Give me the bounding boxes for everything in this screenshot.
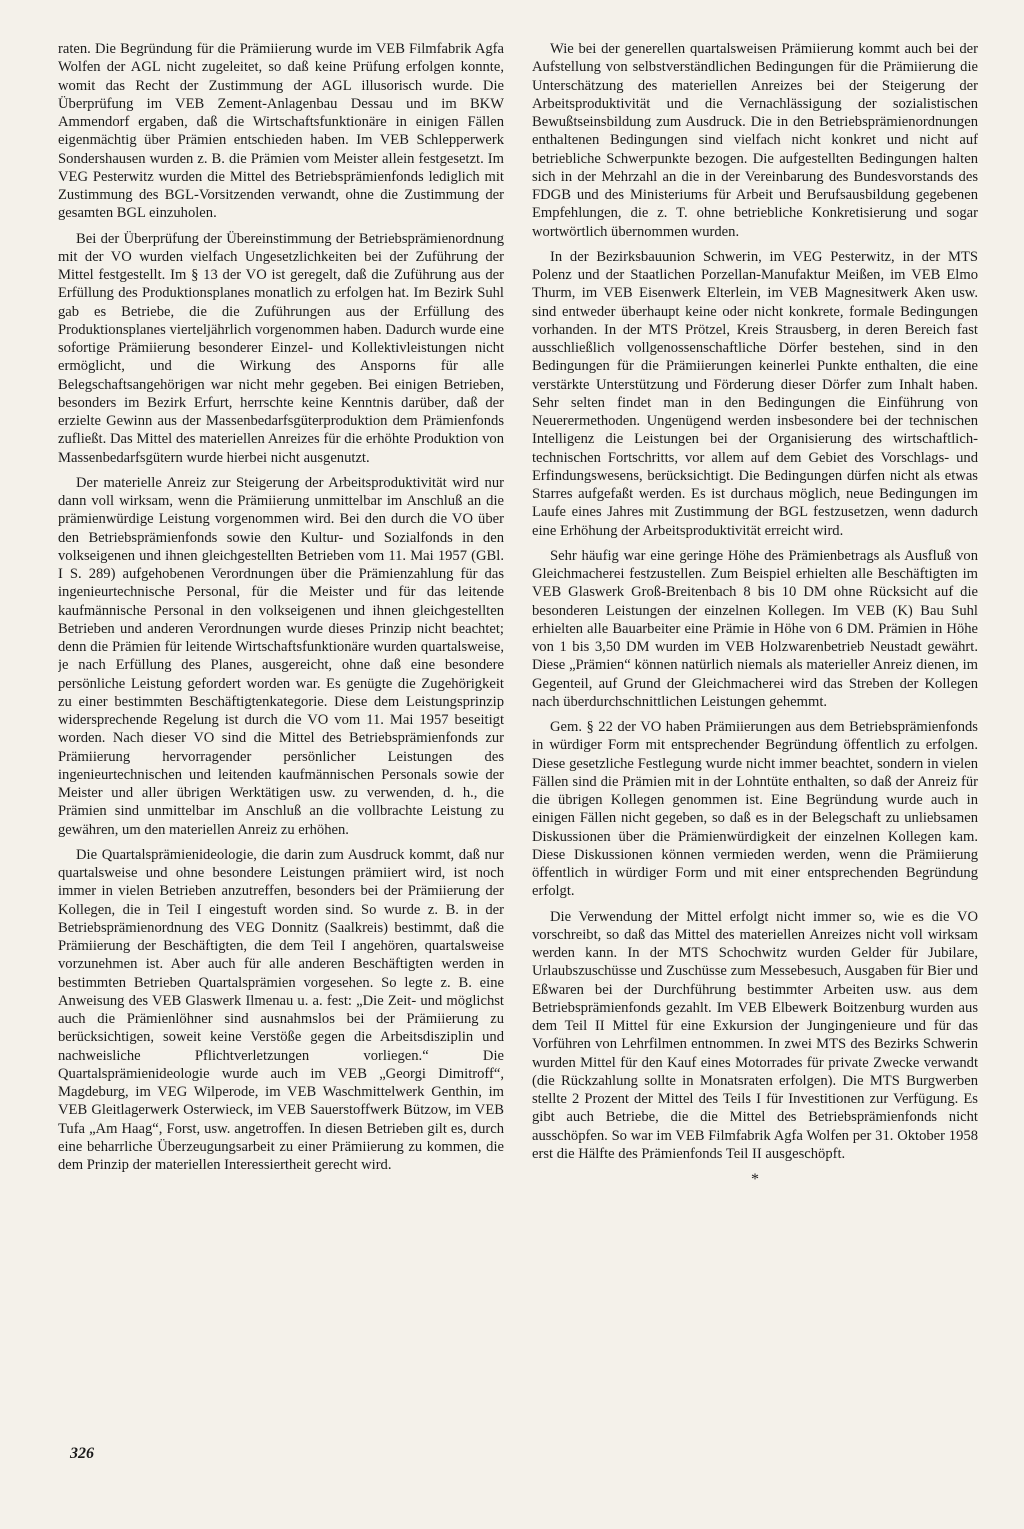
paragraph: Gem. § 22 der VO haben Prämiierungen aus dem Betriebsprämienfonds in würdiger Form mit entsprechender Begründung öffentlich zu erfolgen. Diese gesetzliche Festlegung wurde nicht immer beachtet, sondern in vielen Fällen sind die Prämien mit in der Lohntüte enthalten, so daß der Anreiz für die übrigen Kollegen genommen ist. Eine Begründung wurde auch in einigen Fällen nicht gegeben, so daß es in der Belegschaft zu unliebsamen Diskussionen über die Prämienwürdigkeit der einzelnen Kollegen kam. Diese Diskussionen können vermieden werden, wenn die Prämiierung öffentlich in würdiger Form und mit einer entsprechenden Begründung erfolgt. bbox=[532, 719, 978, 900]
paragraph: Der materielle Anreiz zur Steigerung der Arbeitsproduktivität wird nur dann voll wirksam, wenn die Prämiierung unmittelbar im Anschluß an die prämienwürdige Leistung vorgenommen wird. Bei den durch die VO über den Betriebsprämienfonds sowie den Kultur- und Sozialfonds in den volkseigenen und ihnen gleichgestellten Betrieben vom 11. Mai 1957 (GBl. I S. 289) aufgehobenen Verordnungen über die Prämienzahlung für das ingenieurtechnische Personal, für die Meister und für das leitende kaufmännische Personal in den volkseigenen und ihnen gleichgestellten Betrieben und anderen Verordnungen wurde dieses Prinzip nicht beachtet; denn die Prämien für leitende Wirtschaftsfunktionäre wurden quartalsweise, je nach Erfüllung des Planes, ausgereicht, ohne daß eine besondere persönliche Leistung gefordert worden war. Es genügte die Zugehörigkeit zu einer bestimmten Beschäftigtenkategorie. Diese dem Leistungsprinzip widersprechende Regelung ist durch die VO vom 11. Mai 1957 beseitigt worden. Nach dieser VO sind die Mittel des Betriebsprämienfonds zur Prämiierung hervorragender persönlicher Leistungen des ingenieurtechnischen und leitenden kaufmännischen Personals sowie der Meister und aller übrigen Werktätigen usw. zu verwenden, d. h., die Prämien sind unmittelbar im Anschluß an die vollbrachte Leistung zu gewähren, um den materiellen Anreiz zu erhöhen. bbox=[58, 474, 504, 838]
text-columns bbox=[58, 40, 978, 1440]
paragraph: Die Verwendung der Mittel erfolgt nicht immer so, wie es die VO vorschreibt, so daß das Mittel des materiellen Anreizes nicht voll wirksam werden kann. In der MTS Schochwitz wurden Gelder für Jubilare, Urlaubszuschüsse und Zuschüsse zum Messebesuch, Ausgaben für Bier und Eßwaren bei der Durchführung bestimmter Arbeiten usw. aus dem Betriebsprämienfonds gezahlt. Im VEB Elbewerk Boitzenburg wurden aus dem Teil II Mittel für eine Exkursion der Jungingenieure und für das Vorführen von Lehrfilmen entnommen. In zwei MTS des Bezirks Schwerin wurden Mittel für den Kauf eines Motorrades für private Zwecke verwandt (die Rückzahlung sollte in Monatsraten erfolgen). Die MTS Burgwerben stellte 2 Prozent der Mittel des Teils I für Investitionen zur Verfügung. Es gibt auch Betriebe, die die Mittel des Betriebsprämienfonds nicht ausschöpfen. So war im VEB Filmfabrik Agfa Wolfen per 31. Oktober 1958 erst die Hälfte des Prämienfonds Teil II ausgeschöpft. bbox=[532, 908, 978, 1162]
paragraph: Sehr häufig war eine geringe Höhe des Prämienbetrags als Ausfluß von Gleichmacherei festzustellen. Zum Beispiel erhielten alle Beschäftigten im VEB Glaswerk Groß-Breitenbach 8 bis 10 DM ohne Rücksicht auf die besonderen Leistungen der einzelnen Kollegen. Im VEB (K) Bau Suhl erhielten alle Bauarbeiter eine Prämie in Höhe von 6 DM. Prämien in Höhe von 1 bis 3,50 DM wurden im VEB Holzwarenbetrieb Neustadt gewährt. Diese „Prämien“ können natürlich niemals als materieller Anreiz dienen, im Gegenteil, auf Grund der Gleichmacherei wird das Streben der Kollegen nach überdurchschnittlichen Leistungen gehemmt. bbox=[532, 547, 978, 710]
paragraph: Wie bei der generellen quartalsweisen Prämiierung kommt auch bei der Aufstellung von selbstverständlichen Bedingungen für die Prämiierung die Unterschätzung des materiellen Anreizes bei der Steigerung der Arbeitsproduktivität und die Vernachlässigung der sozialistischen Bewußtseinsbildung zum Ausdruck. Die in den Betriebsprämienordnungen enthaltenen Bedingungen sind vielfach nicht konkret und nicht auf betriebliche Schwerpunkte bezogen. Die aufgestellten Bedingungen halten sich in der Mehrzahl an die in der Vereinbarung des Bundesvorstands des FDGB und des Ministeriums für Arbeit und Berufsausbildung gegebenen Empfehlungen, die z. T. ohne betriebliche Konkretisierung und sogar wortwörtlich übernommen wurden. bbox=[532, 41, 978, 240]
paragraph: Bei der Überprüfung der Übereinstimmung der Betriebsprämienordnung mit der VO wurden vielfach Ungesetzlichkeiten bei der Zuführung der Mittel festgestellt. Im § 13 der VO ist geregelt, daß die Zuführung aus der Erfüllung des Produktionsplanes monatlich zu erfolgen hat. Im Bezirk Suhl gab es Betriebe, die die Zuführungen aus der Erfüllung des Produktionsplanes vierteljährlich vorgenommen haben. Dadurch wurde eine sofortige Prämiierung besonderer Einzel- und Kollektivleistungen nicht ermöglicht, und die Wirkung des Ansporns für alle Belegschaftsangehörigen war nicht mehr gegeben. Bei einigen Betrieben, besonders im Bezirk Erfurt, herrschte keine Kenntnis darüber, daß der erzielte Gewinn aus der Massenbedarfsgüterproduktion dem Prämienfonds zufließt. Das Mittel des materiellen Anreizes für die erhöhte Produktion von Massenbedarfsgütern wurde hierbei nicht ausgenutzt. bbox=[58, 230, 504, 466]
paragraph: In der Bezirksbauunion Schwerin, im VEG Pesterwitz, in der MTS Polenz und der Staatlichen Porzellan-Manufaktur Meißen, im VEB Elmo Thurm, im VEB Eisenwerk Elterlein, im VEB Magnesitwerk Aken usw. sind entweder überhaupt keine oder nicht konkrete, formale Bedingungen vorhanden. In der MTS Prötzel, Kreis Strausberg, in deren Bereich fast ausschließlich vollgenossenschaftliche Dörfer bestehen, sind in den Bedingungen für die Prämiierungen keinerlei Punkte enthalten, die eine verstärkte Unterstützung und Förderung dieser Dörfer zum Inhalt haben. Sehr selten findet man in den Bedingungen die Einführung von Neuerermethoden. Ungenügend werden insbesondere bei der technischen Intelligenz die Leistungen bei der Organisierung des wirtschaftlich-technischen Fortschritts, vor allem auf dem Gebiet des Vorschlags- und Erfindungswesens, berücksichtigt. Die Bedingungen dürfen nicht als etwas Starres aufgefaßt werden. Es ist durchaus möglich, neue Bedingungen im Laufe eines Jahres mit Zustimmung der BGL festzusetzen, wenn dadurch eine Erhöhung der Arbeitsproduktivität erreicht wird. bbox=[532, 248, 978, 539]
paragraph: Die Quartalsprämienideologie, die darin zum Ausdruck kommt, daß nur quartalsweise und ohne besondere Leistungen prämiiert wird, ist noch immer in vielen Betrieben anzutreffen, besonders bei der Prämiierung der Kollegen, die in Teil I eingestuft worden sind. So wurde z. B. in der Betriebsprämienordnung des VEG Donnitz (Saalkreis) bestimmt, daß die Prämiierung der Beschäftigten, die dem Teil I angehören, quartalsweise vorzunehmen ist. Aber auch für alle anderen Beschäftigten werden in bestimmten Betrieben Quartalsprämien vorgesehen. So legte z. B. eine Anweisung des VEB Glaswerk Ilmenau u. a. fest: „Die Zeit- und möglichst auch die Prämienlöhner sind ausnahmslos bei der Prämiierung zu berücksichtigen, soweit keine Verstöße gegen die Arbeitsdisziplin und nachweisliche Pflichtverletzungen vorliegen.“ Die Quartalsprämienideologie wurde auch im VEB „Georgi Dimitroff“, Magdeburg, im VEG Wilperode, im VEB Waschmittelwerk Genthin, im VEB Gleitlagerwerk Osterwieck, im VEB Sauerstoffwerk Bützow, im VEB Tufa „Am Haag“, Forst, usw. angetroffen. In diesen Betrieben gilt es, durch eine beharrliche Überzeugungsarbeit zu einer Prämiierung zu kommen, die dem Prinzip der materiellen Interessiertheit gerecht wird. bbox=[58, 846, 504, 1173]
section-separator: * bbox=[751, 1171, 759, 1188]
right-column bbox=[532, 40, 978, 1440]
paragraph: raten. Die Begründung für die Prämiierung wurde im VEB Filmfabrik Agfa Wolfen der AGL nicht zugeleitet, so daß keine Prüfung erfolgen konnte, womit das Recht der Zustimmung der AGL illusorisch wurde. Die Überprüfung im VEB Zement-Anlagenbau Dessau und im BKW Ammendorf ergaben, daß die Wirtschaftsfunktionäre in einigen Fällen eigenmächtig über Prämien entschieden haben. Im VEB Schlepperwerk Sondershausen wurden z. B. die Prämien vom Meister allein festgesetzt. Im VEG Pesterwitz wurden die Mittel des Betriebsprämienfonds lediglich mit Zustimmung des BGL-Vorsitzenden verwandt, ohne die Zustimmung der gesamten BGL einzuholen. bbox=[58, 41, 504, 222]
page-number: 326 bbox=[70, 1445, 94, 1462]
left-column bbox=[58, 40, 504, 1440]
